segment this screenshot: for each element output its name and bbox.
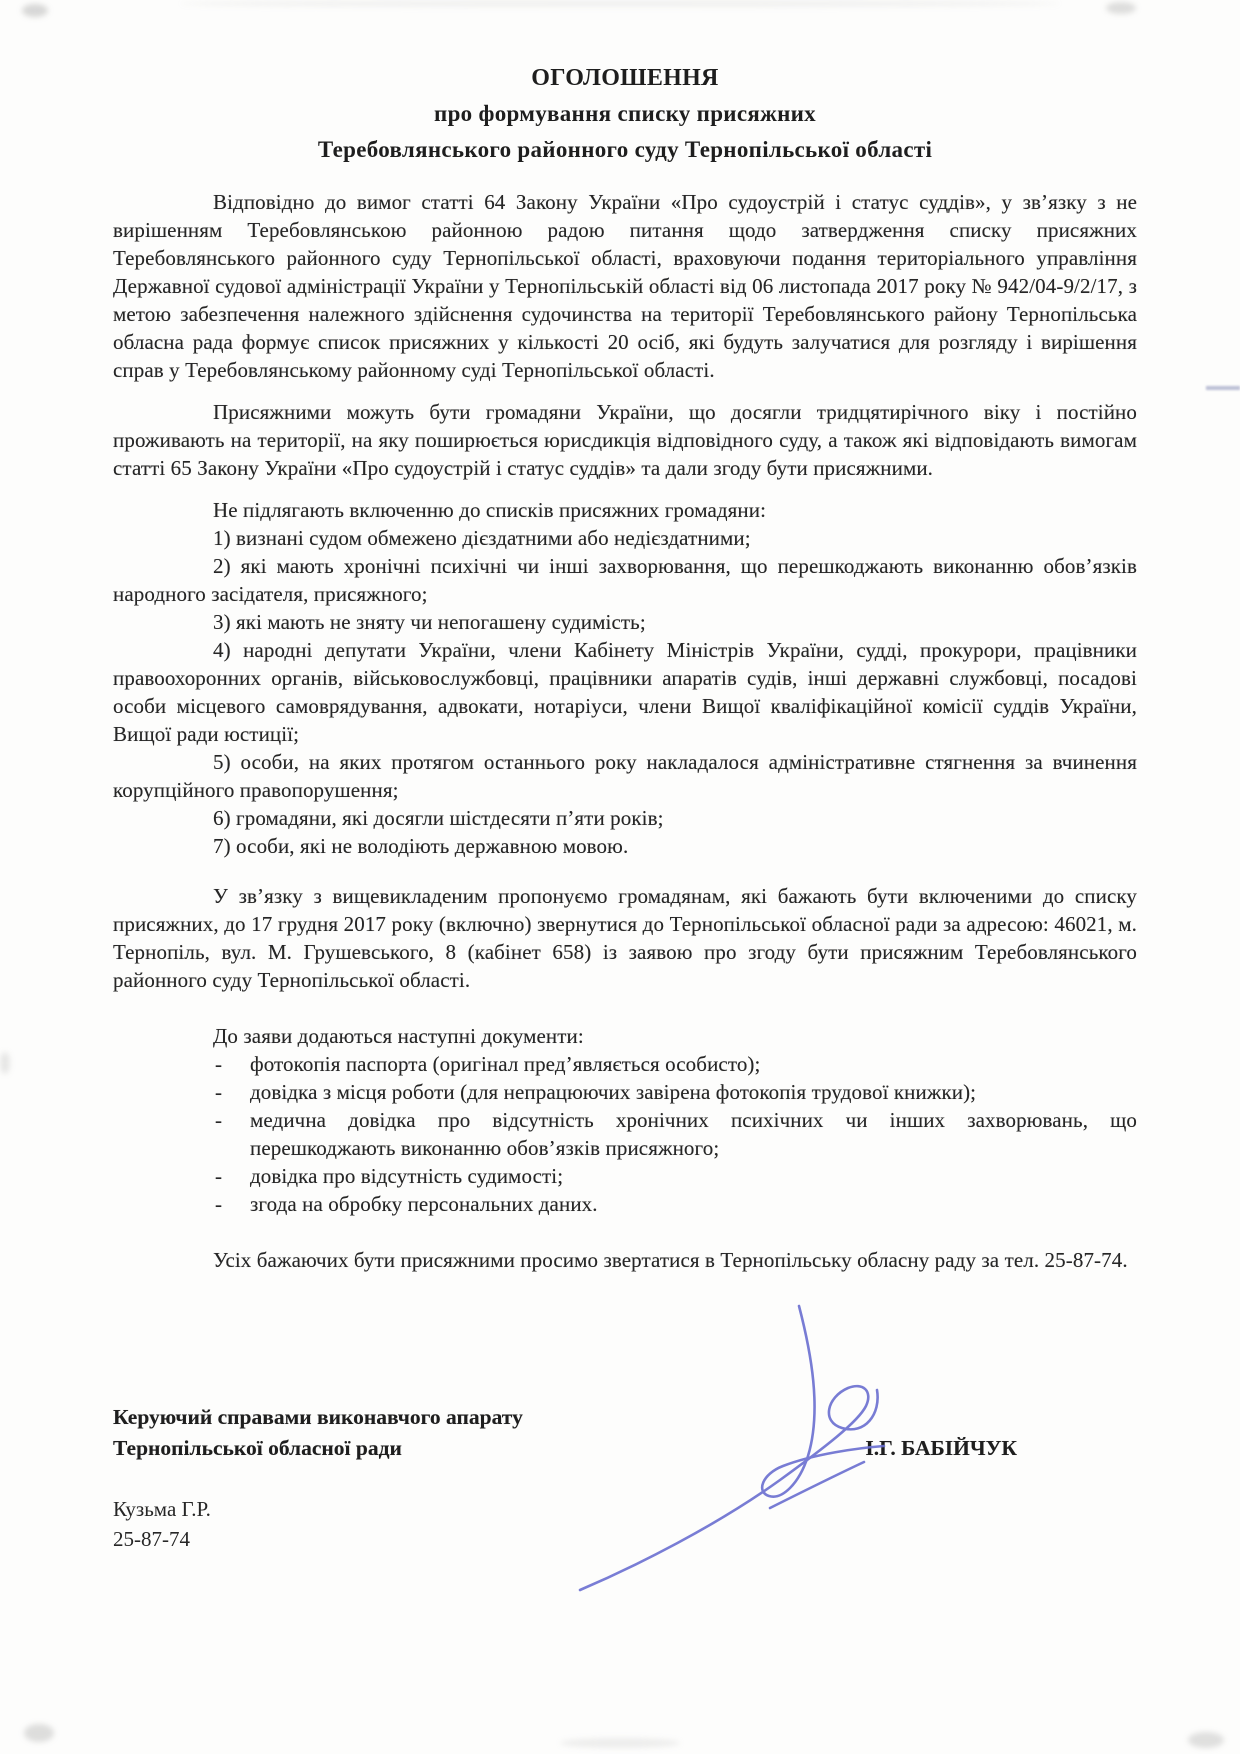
eligibility-paragraph: Присяжними можуть бути громадяни України, що досягли тридцятирічного віку і постійно проживають на території, на яку поширюється юрисдикція відповідного суду, а також які відповідають вимогам статті 65 Закону України «Про судоустрій і статус суддів» та дали згоду бути присяжними. <box>113 400 1137 480</box>
scan-artifact <box>1206 386 1240 390</box>
scan-artifact <box>180 0 1060 7</box>
exclusions-intro: Не підлягають включенню до списків присяжних громадяни: <box>213 498 767 522</box>
title-line-1: ОГОЛОШЕННЯ <box>531 65 719 91</box>
scan-artifact <box>0 1052 10 1074</box>
title-line-3: Теребовлянського районного суду Тернопільської області <box>317 137 933 162</box>
executor-phone: 25-87-74 <box>113 1527 190 1551</box>
document-title <box>113 60 1137 168</box>
list-dash: - <box>215 1192 223 1216</box>
document-list-item-4 <box>113 1162 1137 1190</box>
exclusion-item-6: 6) громадяни, які досягли шістдесяти п’яти років; <box>213 806 664 830</box>
signature-block <box>113 1402 1137 1464</box>
exclusion-item-1: 1) визнані судом обмежено дієздатними або недієздатними; <box>213 526 751 550</box>
intro-paragraph: Відповідно до вимог статті 64 Закону України «Про судоустрій і статус суддів», у зв’язку з не вирішенням Теребовлянською районною радою питання щодо затвердження списку присяжних Теребовлянського районного суду Тернопільської області, враховуючи подання територіального управління Державної судової адміністрації України у Тернопільській області від 06 листопада 2017 року № 942/04-9/2/17, з метою забезпечення належного здійснення судочинства на території Теребовлянського району Тернопільська обласна рада формує список присяжних у кількості 20 осіб, які будуть залучатися для розгляду і вирішення справ у Теребовлянському районному суді Тернопільської області. <box>113 190 1137 382</box>
document-list-item-1 <box>113 1050 1137 1078</box>
exclusion-item-5: 5) особи, на яких протягом останнього року накладалося адміністративне стягнення за вчинення корупційного правопорушення; <box>113 750 1137 802</box>
document-item-text: медична довідка про відсутність хронічних психічних чи інших захворювань, що перешкоджають виконанню обов’язків присяжного; <box>250 1108 1137 1160</box>
contact-paragraph: Усіх бажаючих бути присяжними просимо звертатися в Тернопільську обласну раду за тел. 25-87-74. <box>213 1248 1128 1272</box>
document-item-text: згода на обробку персональних даних. <box>250 1192 598 1216</box>
scan-artifact <box>24 1724 54 1742</box>
exclusion-item-7: 7) особи, які не володіють державною мовою. <box>213 834 629 858</box>
list-dash: - <box>215 1164 223 1188</box>
scan-artifact <box>22 4 48 17</box>
list-dash: - <box>215 1052 223 1076</box>
scan-artifact <box>560 1738 680 1748</box>
document-list-item-5 <box>113 1190 1137 1218</box>
list-dash: - <box>215 1108 223 1132</box>
signatory-position-line-2: Тернопільської обласної ради <box>113 1436 402 1460</box>
document-list-item-2 <box>113 1078 1137 1106</box>
executor-block <box>113 1494 1137 1554</box>
scan-artifact <box>1106 2 1136 14</box>
scan-artifact <box>1188 1732 1224 1748</box>
exclusion-item-4: 4) народні депутати України, члени Кабінету Міністрів України, судді, прокурори, працівники правоохоронних органів, військовослужбовці, працівники апаратів судів, інші державні службовці, посадові особи місцевого самоврядування, адвокати, нотаріуси, члени Вищої кваліфікаційної комісії суддів України, Вищої ради юстиції; <box>113 638 1137 746</box>
document-item-text: довідка з місця роботи (для непрацюючих завірена фотокопія трудової книжки); <box>250 1080 977 1104</box>
signatory-position-line-1: Керуючий справами виконавчого апарату <box>113 1405 523 1429</box>
application-paragraph: У зв’язку з вищевикладеним пропонуємо громадянам, які бажають бути включеними до списку присяжних, до 17 грудня 2017 року (включно) звернутися до Тернопільської обласної ради за адресою: 46021, м. Тернопіль, вул. М. Грушевського, 8 (кабінет 658) із заявою про згоду бути присяжним Теребовлянського районного суду Тернопільської області. <box>113 884 1137 992</box>
list-dash: - <box>215 1080 223 1104</box>
exclusion-item-2: 2) які мають хронічні психічні чи інші захворювання, що перешкоджають виконанню обов’язків народного засідателя, присяжного; <box>113 554 1137 606</box>
exclusion-item-3: 3) які мають не зняту чи непогашену судимість; <box>213 610 646 634</box>
executor-name: Кузьма Г.Р. <box>113 1497 211 1521</box>
document-item-text: фотокопія паспорта (оригінал пред’являється особисто); <box>250 1052 761 1076</box>
title-line-2: про формування списку присяжних <box>434 101 816 126</box>
documents-intro: До заяви додаються наступні документи: <box>213 1024 584 1048</box>
signatory-position <box>113 1402 523 1464</box>
signatory-name: І.Г. БАБІЙЧУК <box>865 1436 1017 1460</box>
document-item-text: довідка про відсутність судимості; <box>250 1164 564 1188</box>
document-list-item-3 <box>113 1106 1137 1162</box>
